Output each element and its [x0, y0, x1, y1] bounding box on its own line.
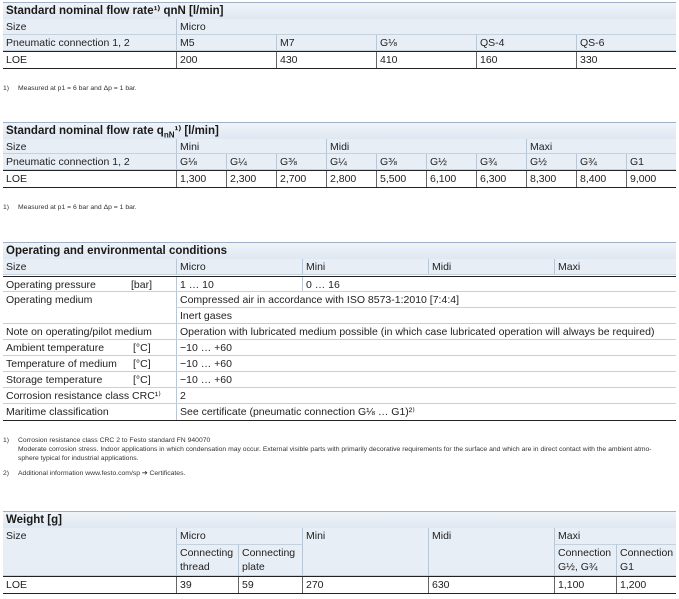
- connection-value: G⅛: [176, 154, 197, 169]
- table-row: [3, 576, 676, 594]
- table-row: [3, 388, 676, 404]
- title-subscript: nN: [163, 130, 175, 140]
- size-value: Micro: [176, 528, 206, 544]
- table-row: [3, 372, 676, 388]
- connection-label: Pneumatic connection 1, 2: [6, 37, 130, 49]
- table-cell: 160: [476, 52, 498, 68]
- table-cell: 200: [176, 52, 198, 68]
- table-row: [3, 292, 676, 324]
- table-row: [3, 404, 676, 421]
- table-title: Standard nominal flow rate¹⁾ qnN [l/min]: [3, 2, 676, 19]
- connection-value: G1: [626, 154, 644, 169]
- table-title: [3, 122, 676, 139]
- table-cell: 9,000: [626, 171, 656, 187]
- sub-header: Connection G1: [616, 544, 676, 576]
- row-label: LOE: [6, 54, 28, 66]
- footnote-number: 1): [3, 437, 10, 444]
- size-value: Midi: [428, 259, 451, 274]
- footnote-text: Measured at p1 = 6 bar and Δp = 1 bar.: [18, 85, 137, 92]
- size-row: [3, 139, 676, 154]
- flow-rate-table-2: [3, 122, 676, 185]
- footnote: [3, 203, 676, 213]
- connection-value: G⅜: [276, 154, 297, 169]
- row-label: Storage temperature: [6, 374, 103, 386]
- size-value: Maxi: [554, 528, 580, 544]
- table-row: [3, 276, 676, 292]
- connection-value: M5: [176, 35, 195, 50]
- operating-conditions-table: [3, 242, 676, 418]
- connection-value: QS-4: [476, 35, 505, 50]
- table-cell: 1 … 10: [176, 277, 214, 291]
- row-unit: [bar]: [131, 279, 153, 291]
- connection-value: G½: [426, 154, 447, 169]
- table-cell: 59: [238, 577, 254, 593]
- title-main: Standard nominal flow rate q: [6, 125, 164, 137]
- table-row: [3, 340, 676, 356]
- size-value: Micro: [176, 259, 206, 274]
- table-title: Operating and environmental conditions: [3, 242, 676, 259]
- size-value: Midi: [428, 528, 451, 575]
- table-cell: 2,300: [226, 171, 256, 187]
- table-row: [3, 356, 676, 372]
- row-label: Operating medium: [6, 294, 93, 306]
- size-row: [3, 528, 676, 576]
- size-value: Maxi: [554, 259, 580, 274]
- table-cell: Operation with lubricated medium possible (in which case lubricated operation will always be required): [176, 324, 654, 339]
- footnote-text: Corrosion resistance class CRC 2 to Festo standard FN 940070: [18, 437, 211, 444]
- row-unit: [°C]: [133, 342, 151, 354]
- footnote-number: 2): [3, 470, 10, 477]
- size-label: Size: [6, 141, 27, 153]
- connection-row: [3, 154, 676, 170]
- connection-value: G½: [526, 154, 547, 169]
- size-label: Size: [6, 21, 27, 33]
- footnote-number: 1): [3, 204, 10, 211]
- footnote-text: Measured at p1 = 6 bar and Δp = 1 bar.: [18, 204, 137, 211]
- table-row: [3, 51, 676, 69]
- connection-row: [3, 35, 676, 51]
- size-label: Size: [6, 261, 27, 273]
- connection-value: G⅜: [376, 154, 397, 169]
- footnote-text: Additional information www.festo.com/sp ➔ Certificates.: [18, 470, 186, 477]
- row-label: Corrosion resistance class CRC¹⁾: [6, 390, 161, 402]
- size-value: Midi: [326, 139, 349, 153]
- footnote-text: Moderate corrosion stress. Indoor applications in which condensation may occur. External visible parts with primarily decorative requirements for the surface and which are in direct contact with the ambient atmo-: [18, 446, 652, 453]
- footnote: [3, 469, 676, 479]
- weight-table: [3, 511, 676, 591]
- size-row: [3, 259, 676, 275]
- table-cell: 6,100: [426, 171, 456, 187]
- footnote-text: sphere typical for industrial applications.: [18, 455, 139, 462]
- table-cell: 630: [428, 577, 450, 593]
- table-cell: −10 … +60: [176, 356, 232, 371]
- sub-header: Connection G½, G¾: [554, 544, 616, 576]
- table-cell: 2,800: [326, 171, 356, 187]
- connection-label: Pneumatic connection 1, 2: [6, 156, 130, 168]
- table-cell: 1,300: [176, 171, 206, 187]
- table-cell: 410: [376, 52, 398, 68]
- row-label: Operating pressure: [6, 279, 96, 291]
- row-label: LOE: [6, 173, 28, 185]
- footnote-number: 1): [3, 85, 10, 92]
- size-value: Micro: [176, 19, 206, 34]
- row-unit: [°C]: [133, 358, 151, 370]
- table-cell: 330: [576, 52, 598, 68]
- table-cell: 39: [176, 577, 192, 593]
- table-cell: 430: [276, 52, 298, 68]
- size-value: Mini: [302, 259, 325, 274]
- table-cell: 1,200: [616, 577, 646, 593]
- sub-header: Connecting plate: [238, 544, 302, 576]
- table-cell: 1,100: [554, 577, 584, 593]
- table-row: [3, 170, 676, 188]
- table-cell: Inert gases: [176, 308, 232, 324]
- connection-value: QS-6: [576, 35, 605, 50]
- connection-value: G¼: [326, 154, 347, 169]
- row-label: Ambient temperature: [6, 342, 105, 354]
- row-unit: [°C]: [133, 374, 151, 386]
- title-rest: ¹⁾ [l/min]: [174, 125, 219, 137]
- table-cell: 6,300: [476, 171, 506, 187]
- row-label: LOE: [6, 579, 28, 591]
- row-label: Temperature of medium: [6, 358, 117, 370]
- table-cell: See certificate (pneumatic connection G⅛ … G1)²⁾: [176, 404, 415, 420]
- table-cell: 0 … 16: [302, 277, 340, 291]
- size-label: Size: [6, 530, 27, 542]
- row-label: Note on operating/pilot medium: [6, 326, 152, 338]
- footnote: [3, 84, 676, 94]
- connection-value: M7: [276, 35, 295, 50]
- size-value: Maxi: [526, 139, 552, 153]
- table-cell: 8,300: [526, 171, 556, 187]
- table-cell: −10 … +60: [176, 372, 232, 387]
- size-value: Mini: [176, 139, 199, 153]
- table-cell: 5,500: [376, 171, 406, 187]
- footnote: [3, 436, 676, 464]
- connection-value: G⅛: [376, 35, 397, 50]
- connection-value: G¾: [476, 154, 497, 169]
- table-row: [3, 324, 676, 340]
- table-cell: 2,700: [276, 171, 306, 187]
- table-cell: 8,400: [576, 171, 606, 187]
- size-row: [3, 19, 676, 35]
- size-value: Mini: [302, 528, 325, 575]
- connection-value: G¾: [576, 154, 597, 169]
- row-label: Maritime classification: [6, 406, 109, 418]
- table-cell: −10 … +60: [176, 340, 232, 355]
- table-title: Weight [g]: [3, 511, 676, 528]
- table-cell: Compressed air in accordance with ISO 8573-1:2010 [7:4:4]: [176, 292, 676, 308]
- table-cell: 2: [176, 388, 186, 403]
- connection-value: G¼: [226, 154, 247, 169]
- flow-rate-table-1: [3, 2, 676, 66]
- table-cell: 270: [302, 577, 324, 593]
- sub-header: Connecting thread: [176, 544, 238, 576]
